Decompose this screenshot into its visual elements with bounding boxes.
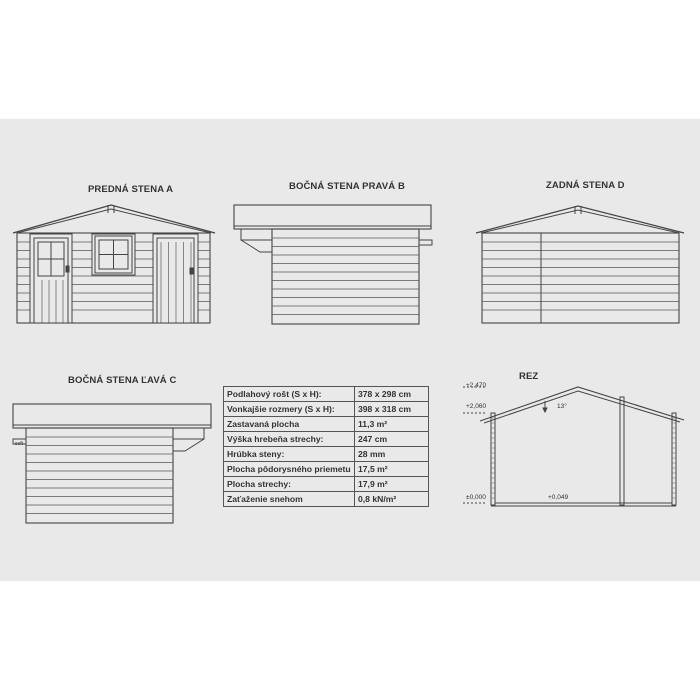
- front-wall-elevation: [13, 205, 215, 323]
- left-wall-elevation: [13, 404, 211, 523]
- spec-row: [224, 492, 429, 507]
- front-window: [92, 234, 135, 275]
- title-back-wall: ZADNÁ STENA D: [546, 180, 625, 191]
- left-door: [30, 234, 72, 323]
- right-wall-elevation: [234, 205, 432, 324]
- spec-row: [224, 462, 429, 477]
- right-door: [153, 234, 198, 323]
- spec-value: 398 x 318 cm: [355, 402, 429, 417]
- spec-label: Plocha pôdorysného priemetu: [224, 462, 355, 477]
- spec-row: [224, 402, 429, 417]
- title-front-wall: PREDNÁ STENA A: [88, 184, 174, 195]
- spec-label: Podlahový rošt (S x H):: [224, 387, 355, 402]
- spec-value: 11,3 m²: [355, 417, 429, 432]
- spec-value: 17,9 m²: [355, 477, 429, 492]
- spec-value: 0,8 kN/m²: [355, 492, 429, 507]
- spec-value: 17,5 m²: [355, 462, 429, 477]
- floor-level-label: ±0,000: [466, 494, 486, 501]
- spec-label: Zaťaženie snehom: [224, 492, 355, 507]
- spec-value: 28 mm: [355, 447, 429, 462]
- title-left-wall: BOČNÁ STENA ĽAVÁ C: [68, 375, 177, 386]
- title-section: REZ: [519, 371, 539, 382]
- spec-value: 378 x 298 cm: [355, 387, 429, 402]
- back-wall-elevation: [476, 206, 684, 323]
- side-label: soft: [15, 441, 24, 447]
- title-right-wall: BOČNÁ STENA PRAVÁ B: [289, 181, 405, 192]
- spec-row: [224, 477, 429, 492]
- spec-label: Výška hrebeňa strechy:: [224, 432, 355, 447]
- spec-label: Plocha strechy:: [224, 477, 355, 492]
- cross-section: [463, 387, 684, 506]
- spec-value: 247 cm: [355, 432, 429, 447]
- spec-row: [224, 387, 429, 402]
- spec-label: Zastavaná plocha: [224, 417, 355, 432]
- eave-level-label: +2,060: [466, 403, 487, 410]
- spec-row: [224, 447, 429, 462]
- spec-row: [224, 417, 429, 432]
- spec-label: Vonkajšie rozmery (S x H):: [224, 402, 355, 417]
- inner-floor-label: +0,049: [548, 494, 569, 501]
- spec-label: Hrúbka steny:: [224, 447, 355, 462]
- spec-table: [223, 386, 429, 507]
- ridge-level-label: +2,470: [466, 382, 487, 389]
- spec-row: [224, 432, 429, 447]
- roof-pitch-label: 13°: [557, 403, 567, 410]
